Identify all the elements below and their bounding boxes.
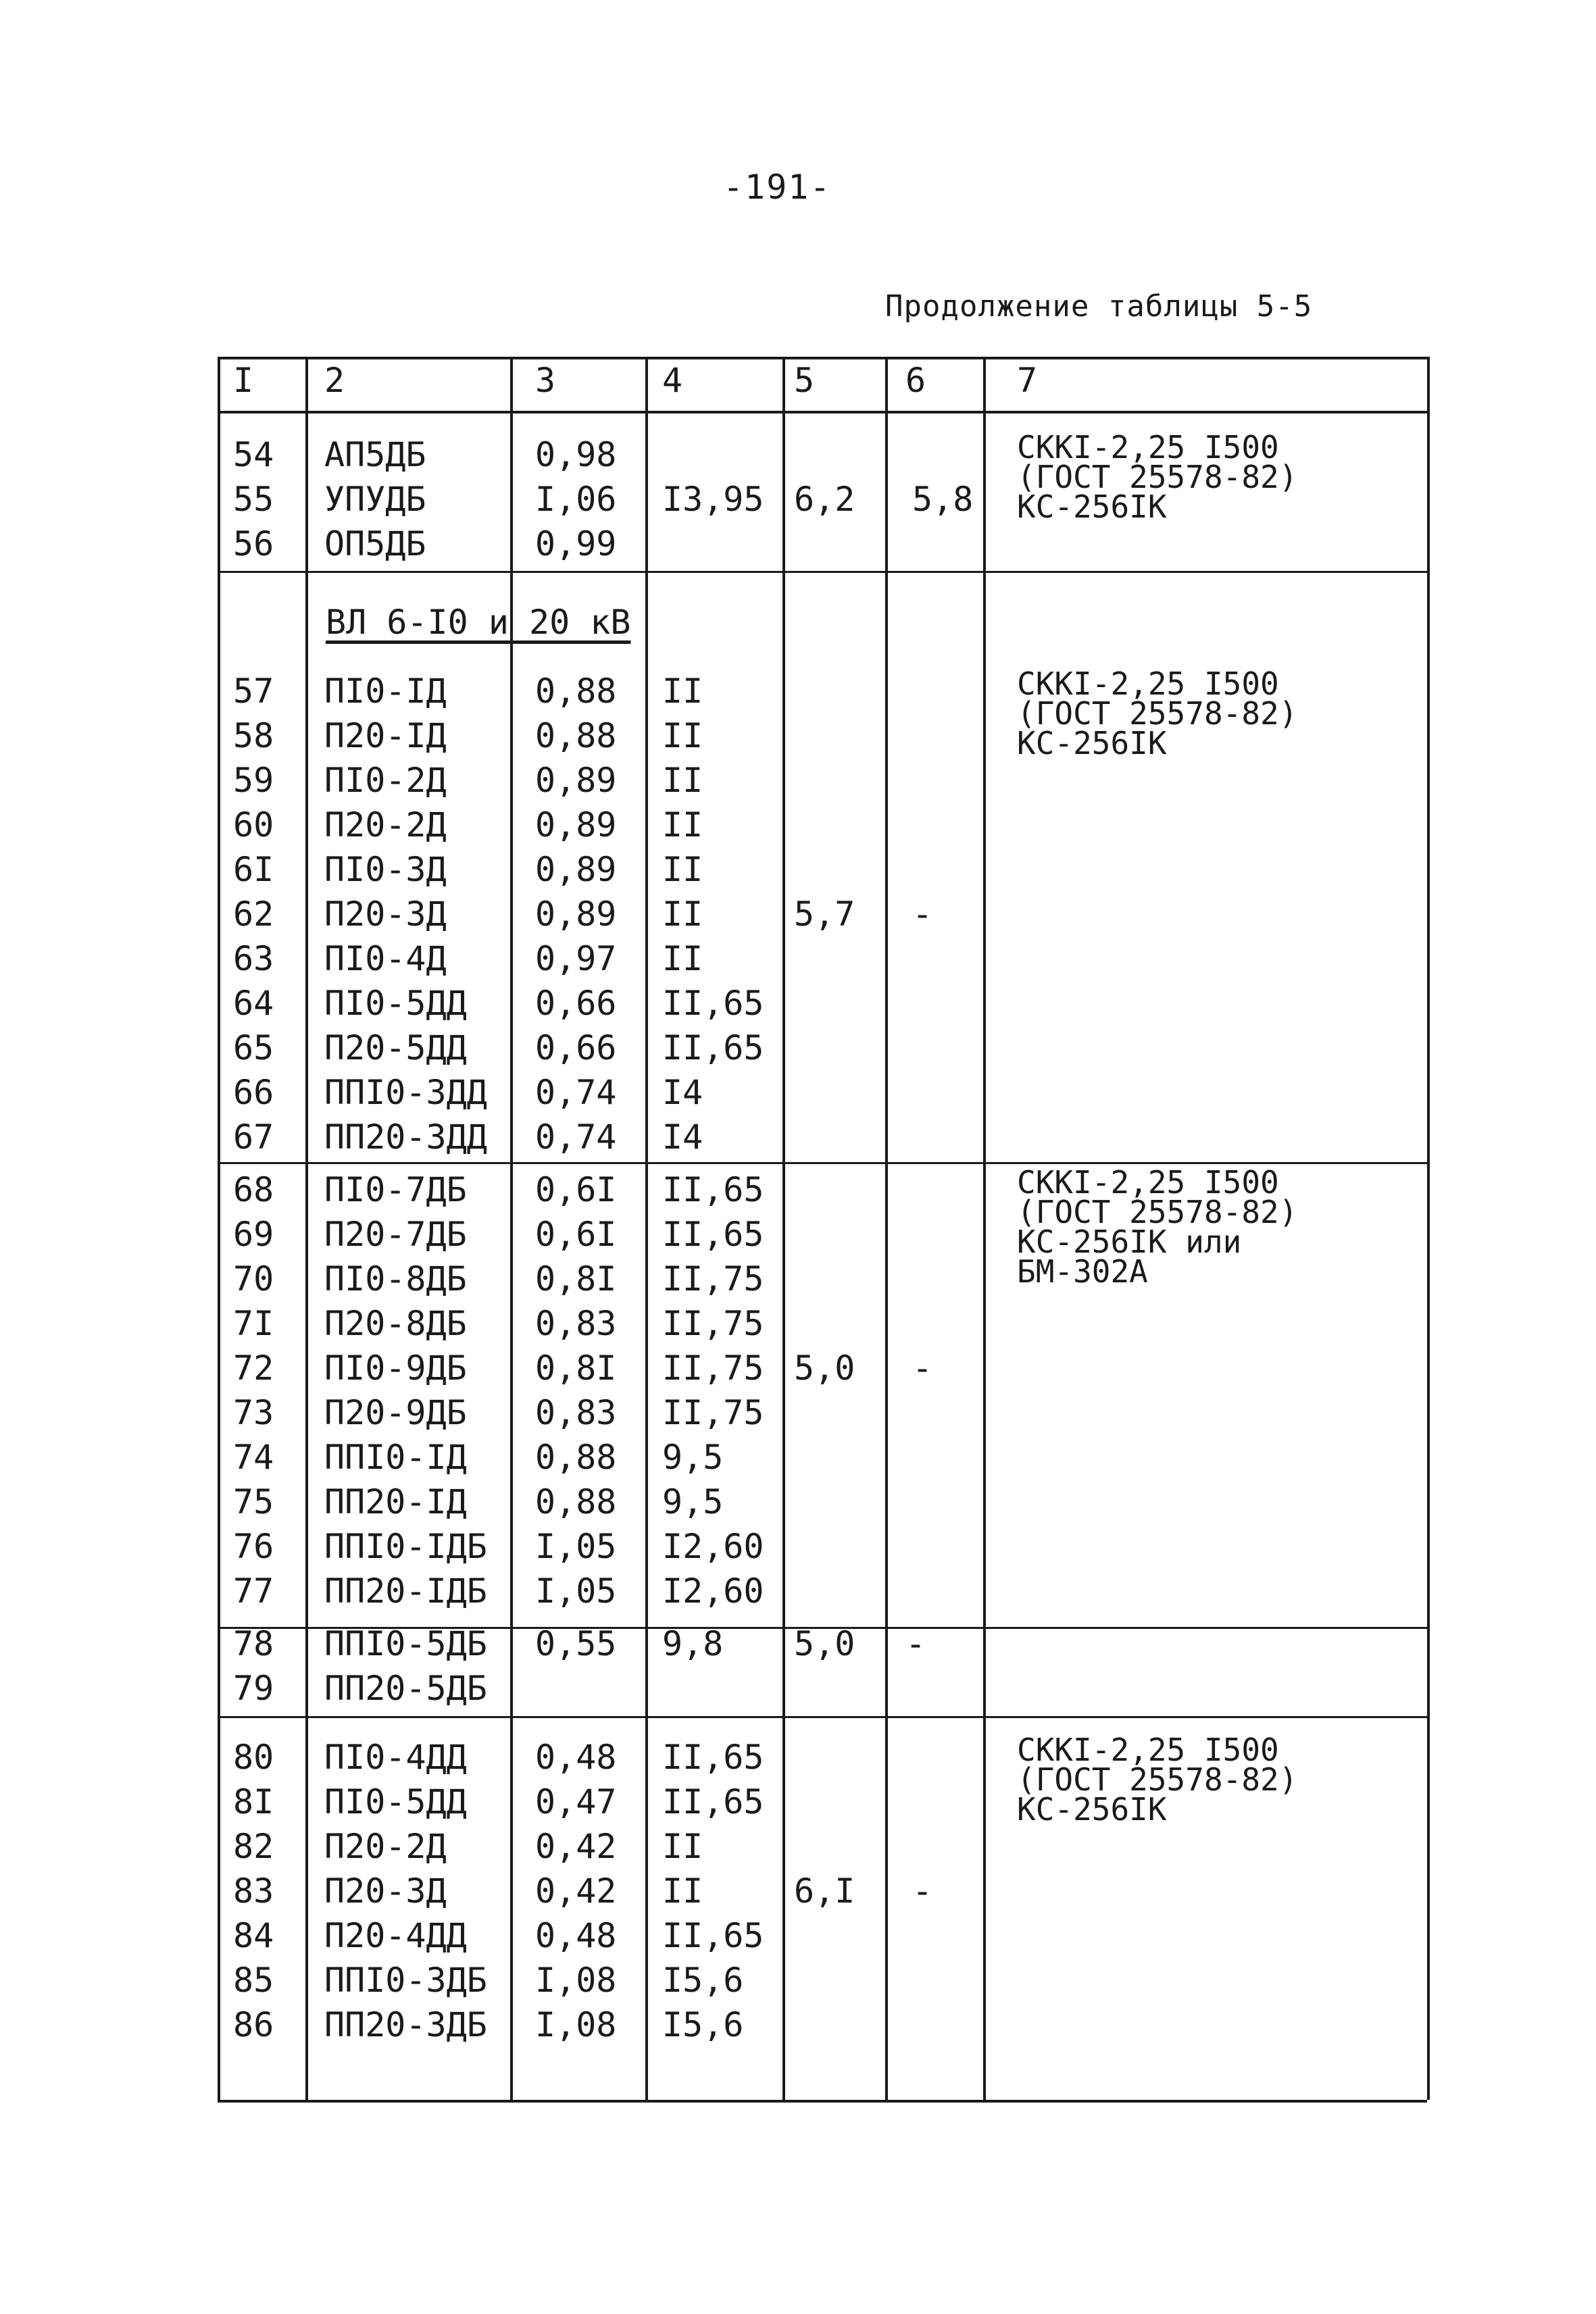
- row-number: 85: [233, 1961, 274, 2000]
- row-number: 72: [233, 1349, 274, 1388]
- cable-note-line: КС-256IК: [1017, 1791, 1167, 1828]
- support-type: ПI0-4ДД: [324, 1738, 467, 1777]
- column-divider-1: [305, 357, 308, 2100]
- row-number: 55: [233, 480, 274, 519]
- cable-note-line: (ГОСТ 25578-82): [1017, 1761, 1298, 1798]
- value-col-4: II,75: [662, 1349, 764, 1388]
- cable-note-line: СККI-2,25 I500: [1017, 1732, 1279, 1768]
- row-number: 77: [233, 1571, 274, 1611]
- value-col-4: II,65: [662, 1738, 764, 1777]
- row-number: 60: [233, 805, 274, 845]
- support-type: АП5ДБ: [324, 435, 426, 474]
- support-type: ПI0-8ДБ: [324, 1259, 467, 1299]
- support-type: П20-3Д: [324, 1871, 447, 1911]
- value-col-4: I2,60: [662, 1527, 764, 1566]
- group-value-col-5: 5,7: [794, 895, 855, 934]
- row-number: 64: [233, 984, 274, 1023]
- value-col-4: II: [662, 939, 703, 978]
- value-col-3: 0,8I: [535, 1259, 617, 1299]
- column-divider-0: [218, 357, 220, 2100]
- support-type: П20-9ДБ: [324, 1393, 467, 1432]
- cable-note-line: КС-256IК или: [1017, 1224, 1242, 1260]
- support-type: ПI0-5ДД: [324, 1782, 467, 1821]
- row-number: 65: [233, 1028, 274, 1067]
- table-top-border: [218, 357, 1427, 359]
- row-number: 62: [233, 895, 274, 934]
- row-number: 70: [233, 1259, 274, 1299]
- cable-note-line: (ГОСТ 25578-82): [1017, 695, 1298, 732]
- group-divider-3: [218, 1716, 1427, 1718]
- support-type: ПП20-3ДД: [324, 1117, 487, 1157]
- row-number: 75: [233, 1482, 274, 1521]
- value-col-3: 0,74: [535, 1117, 617, 1157]
- page-number: -191-: [723, 168, 832, 207]
- value-col-4: II,65: [662, 1215, 764, 1254]
- support-type: ПП20-5ДБ: [324, 1669, 487, 1708]
- value-col-3: I,08: [535, 1961, 617, 2000]
- row-number: 54: [233, 435, 274, 474]
- value-col-4: II: [662, 1827, 703, 1866]
- row-number: 58: [233, 716, 274, 755]
- value-col-3: 0,8I: [535, 1349, 617, 1388]
- value-col-4: 9,5: [662, 1482, 724, 1521]
- row-number: 82: [233, 1827, 274, 1866]
- value-col-4: I4: [662, 1117, 703, 1157]
- row-number: 78: [233, 1624, 274, 1663]
- support-type: ППI0-5ДБ: [324, 1624, 487, 1663]
- support-type: П20-4ДД: [324, 1916, 467, 1955]
- row-number: 80: [233, 1738, 274, 1777]
- table-caption: Продолжение таблицы 5-5: [885, 289, 1313, 324]
- value-col-3: 0,89: [535, 895, 617, 934]
- value-col-3: 0,6I: [535, 1170, 617, 1209]
- group-value-col-6: -: [912, 1349, 933, 1388]
- value-col-4: II,75: [662, 1304, 764, 1343]
- column-divider-3: [645, 357, 648, 2100]
- row-number: 84: [233, 1916, 274, 1955]
- value-col-4: II,75: [662, 1259, 764, 1299]
- value-col-4: II,75: [662, 1393, 764, 1432]
- table-bottom-border: [218, 2100, 1427, 2103]
- cable-note-line: БМ-302А: [1017, 1253, 1148, 1290]
- section-subheading: ВЛ 6-I0 и 20 кВ: [326, 603, 631, 642]
- value-col-3: 0,48: [535, 1916, 617, 1955]
- group-value-col-6: -: [912, 895, 933, 934]
- value-col-3: 0,99: [535, 524, 617, 563]
- group-value-col-6: -: [912, 1871, 933, 1911]
- row-number: 86: [233, 2005, 274, 2044]
- value-col-3: 0,42: [535, 1871, 617, 1911]
- value-col-4: II: [662, 716, 703, 755]
- value-col-4: II: [662, 1871, 703, 1911]
- row-number: 73: [233, 1393, 274, 1432]
- header-divider: [218, 411, 1427, 413]
- header-col-1: I: [233, 361, 254, 400]
- support-type: ПП20-IДБ: [324, 1571, 487, 1611]
- group-value-col-4: I3,95: [662, 480, 764, 519]
- value-col-4: I5,6: [662, 1961, 744, 2000]
- row-number: 68: [233, 1170, 274, 1209]
- support-type: ППI0-IДБ: [324, 1527, 487, 1566]
- header-col-6: 6: [905, 361, 926, 400]
- row-number: 7I: [233, 1304, 274, 1343]
- support-type: ПI0-5ДД: [324, 984, 467, 1023]
- value-col-6: -: [905, 1624, 926, 1663]
- value-col-3: 0,74: [535, 1073, 617, 1112]
- row-number: 6I: [233, 850, 274, 889]
- value-col-4: II: [662, 805, 703, 845]
- value-col-4: II: [662, 761, 703, 800]
- value-col-4: I5,6: [662, 2005, 744, 2044]
- support-type: П20-7ДБ: [324, 1215, 467, 1254]
- column-divider-7: [1427, 357, 1430, 2100]
- value-col-3: 0,66: [535, 1028, 617, 1067]
- row-number: 66: [233, 1073, 274, 1112]
- support-type: ОП5ДБ: [324, 524, 426, 563]
- cable-note-line: (ГОСТ 25578-82): [1017, 459, 1298, 495]
- value-col-5: 5,0: [794, 1624, 855, 1663]
- group-value-col-5: 6,2: [794, 480, 855, 519]
- support-type: П20-3Д: [324, 895, 447, 934]
- row-number: 79: [233, 1669, 274, 1708]
- support-type: П20-IД: [324, 716, 447, 755]
- value-col-3: 0,97: [535, 939, 617, 978]
- value-col-3: I,05: [535, 1527, 617, 1566]
- support-type: ПП20-IД: [324, 1482, 467, 1521]
- support-type: ПI0-7ДБ: [324, 1170, 467, 1209]
- value-col-3: 0,42: [535, 1827, 617, 1866]
- value-col-3: 0,6I: [535, 1215, 617, 1254]
- value-col-4: II,65: [662, 984, 764, 1023]
- value-col-3: 0,83: [535, 1393, 617, 1432]
- column-divider-5: [885, 357, 888, 2100]
- value-col-4: II,65: [662, 1916, 764, 1955]
- support-type: ПП20-3ДБ: [324, 2005, 487, 2044]
- value-col-3: 0,98: [535, 435, 617, 474]
- value-col-4: II: [662, 895, 703, 934]
- support-type: ПI0-9ДБ: [324, 1349, 467, 1388]
- cable-note-line: СККI-2,25 I500: [1017, 429, 1279, 466]
- support-type: ПI0-IД: [324, 672, 447, 711]
- row-number: 83: [233, 1871, 274, 1911]
- header-col-5: 5: [794, 361, 815, 400]
- header-col-4: 4: [662, 361, 683, 400]
- value-col-4: II: [662, 672, 703, 711]
- support-type: ППI0-IД: [324, 1438, 467, 1477]
- row-number: 74: [233, 1438, 274, 1477]
- row-number: 56: [233, 524, 274, 563]
- row-number: 76: [233, 1527, 274, 1566]
- support-type: УПУДБ: [324, 480, 426, 519]
- group-divider-0: [218, 571, 1427, 573]
- support-type: П20-5ДД: [324, 1028, 467, 1067]
- value-col-3: 0,48: [535, 1738, 617, 1777]
- value-col-3: 0,66: [535, 984, 617, 1023]
- value-col-3: 0,89: [535, 850, 617, 889]
- row-number: 69: [233, 1215, 274, 1254]
- value-col-3: 0,89: [535, 761, 617, 800]
- row-number: 59: [233, 761, 274, 800]
- support-type: П20-2Д: [324, 1827, 447, 1866]
- value-col-3: 0,88: [535, 1438, 617, 1477]
- support-type: П20-8ДБ: [324, 1304, 467, 1343]
- value-col-4: I2,60: [662, 1571, 764, 1611]
- row-number: 67: [233, 1117, 274, 1157]
- value-col-3: 0,89: [535, 805, 617, 845]
- support-type: ПI0-2Д: [324, 761, 447, 800]
- support-type: П20-2Д: [324, 805, 447, 845]
- cable-note-line: КС-256IК: [1017, 488, 1167, 525]
- row-number: 57: [233, 672, 274, 711]
- header-col-2: 2: [324, 361, 345, 400]
- support-type: ППI0-3ДБ: [324, 1961, 487, 2000]
- group-value-col-5: 5,0: [794, 1349, 855, 1388]
- value-col-4: I4: [662, 1073, 703, 1112]
- header-col-7: 7: [1017, 361, 1038, 400]
- cable-note-line: СККI-2,25 I500: [1017, 1164, 1279, 1201]
- support-type: ПI0-4Д: [324, 939, 447, 978]
- value-col-3: I,06: [535, 480, 617, 519]
- value-col-3: I,05: [535, 1571, 617, 1611]
- group-value-col-5: 6,I: [794, 1871, 855, 1911]
- value-col-4: 9,8: [662, 1624, 724, 1663]
- cable-note-line: КС-256IК: [1017, 725, 1167, 761]
- value-col-4: II,65: [662, 1782, 764, 1821]
- value-col-3: 0,88: [535, 1482, 617, 1521]
- column-divider-4: [782, 357, 785, 2100]
- value-col-4: II,65: [662, 1170, 764, 1209]
- value-col-4: II,65: [662, 1028, 764, 1067]
- support-type: ППI0-3ДД: [324, 1073, 487, 1112]
- value-col-3: 0,47: [535, 1782, 617, 1821]
- column-divider-6: [983, 357, 986, 2100]
- value-col-4: II: [662, 850, 703, 889]
- value-col-3: 0,88: [535, 672, 617, 711]
- value-col-3: 0,55: [535, 1624, 617, 1663]
- value-col-3: 0,88: [535, 716, 617, 755]
- value-col-3: 0,83: [535, 1304, 617, 1343]
- value-col-3: I,08: [535, 2005, 617, 2044]
- support-type: ПI0-3Д: [324, 850, 447, 889]
- cable-note-line: СККI-2,25 I500: [1017, 665, 1279, 702]
- value-col-4: 9,5: [662, 1438, 724, 1477]
- group-value-col-6: 5,8: [912, 480, 974, 519]
- cable-note-line: (ГОСТ 25578-82): [1017, 1194, 1298, 1230]
- row-number: 8I: [233, 1782, 274, 1821]
- row-number: 63: [233, 939, 274, 978]
- header-col-3: 3: [535, 361, 556, 400]
